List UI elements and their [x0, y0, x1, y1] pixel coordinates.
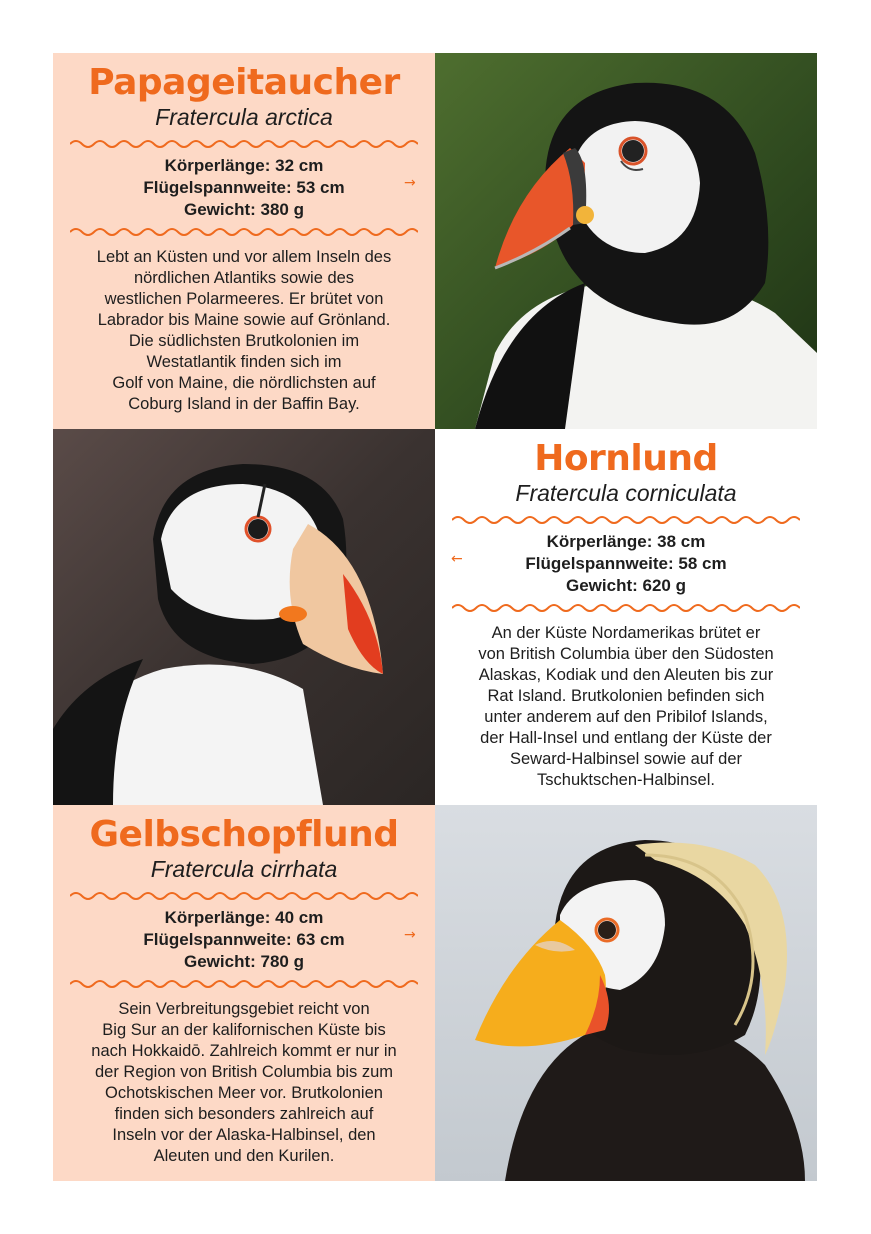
tufted-puffin-photo — [435, 805, 817, 1181]
description-line: Labrador bis Maine sowie auf Grönland. — [97, 311, 391, 329]
horned-puffin-photo — [53, 429, 435, 805]
stat-wingspan: Flügelspannweite: 58 cm — [525, 554, 727, 573]
species-title: Hornlund — [534, 438, 718, 479]
stat-wingspan: Flügelspannweite: 63 cm — [143, 930, 345, 949]
tufted-puffin-photo-icon — [435, 805, 817, 1181]
scientific-name: Fratercula cirrhata — [150, 856, 338, 882]
puffin-photo — [435, 53, 817, 429]
species-card-hornlund — [435, 429, 817, 805]
species-card-gelbschopflund — [53, 805, 435, 1181]
description-line: Coburg Island in der Baffin Bay. — [128, 395, 360, 413]
stat-body-length: Körperlänge: 40 cm — [164, 908, 324, 927]
species-card-papageitaucher — [53, 53, 435, 429]
wavy-divider — [70, 225, 418, 239]
wavy-divider — [452, 513, 800, 527]
description-line: nach Hokkaidō. Zahlreich kommt er nur in — [91, 1042, 397, 1060]
description-line: Golf von Maine, die nördlichsten auf — [112, 374, 376, 392]
wavy-divider — [70, 889, 418, 903]
description-line: unter anderem auf den Pribilof Islands, — [484, 708, 768, 726]
stat-weight: Gewicht: 380 g — [184, 200, 304, 219]
description-line: Ochotskischen Meer vor. Brutkolonien — [105, 1084, 383, 1102]
stat-body-length: Körperlänge: 38 cm — [546, 532, 706, 551]
stat-weight: Gewicht: 620 g — [566, 576, 686, 595]
description-line: Rat Island. Brutkolonien befinden sich — [487, 687, 765, 705]
description-line: nördlichen Atlantiks sowie des — [133, 269, 355, 287]
arrow-right-icon: → — [404, 927, 416, 943]
species-title: Papageitaucher — [88, 62, 400, 103]
scientific-name: Fratercula corniculata — [515, 480, 737, 506]
wavy-divider — [452, 601, 800, 615]
puffin-photo-icon — [435, 53, 817, 429]
stat-wingspan: Flügelspannweite: 53 cm — [143, 178, 345, 197]
description-line: der Region von British Columbia bis zum — [94, 1063, 394, 1081]
description-line: Alaskas, Kodiak und den Aleuten bis zur — [478, 666, 774, 684]
description-line: der Hall-Insel und entlang der Küste der — [480, 729, 772, 747]
arrow-right-icon: → — [404, 175, 416, 191]
description-line: Inseln vor der Alaska-Halbinsel, den — [112, 1126, 376, 1144]
description-line: An der Küste Nordamerikas brütet er — [491, 624, 761, 642]
description-line: Lebt an Küsten und vor allem Inseln des — [96, 248, 392, 266]
description-line: Big Sur an der kalifornischen Küste bis — [102, 1021, 386, 1039]
arrow-left-icon: ← — [451, 551, 463, 567]
scientific-name: Fratercula arctica — [155, 104, 333, 130]
wavy-divider — [70, 977, 418, 991]
description-line: Aleuten und den Kurilen. — [153, 1147, 335, 1165]
description-line: von British Columbia über den Südosten — [478, 645, 774, 663]
stat-weight: Gewicht: 780 g — [184, 952, 304, 971]
description-line: Die südlichsten Brutkolonien im — [128, 332, 360, 350]
description-line: Seward-Halbinsel sowie auf der — [509, 750, 743, 768]
description-line: Sein Verbreitungsgebiet reicht von — [118, 1000, 370, 1018]
species-title: Gelbschopflund — [89, 814, 399, 855]
description-line: finden sich besonders zahlreich auf — [114, 1105, 374, 1123]
wavy-divider — [70, 137, 418, 151]
description-line: Tschuktschen-Halbinsel. — [537, 771, 715, 789]
horned-puffin-photo-icon — [53, 429, 435, 805]
description-line: westlichen Polarmeeres. Er brütet von — [104, 290, 384, 308]
description-line: Westatlantik finden sich im — [146, 353, 342, 371]
stat-body-length: Körperlänge: 32 cm — [164, 156, 324, 175]
